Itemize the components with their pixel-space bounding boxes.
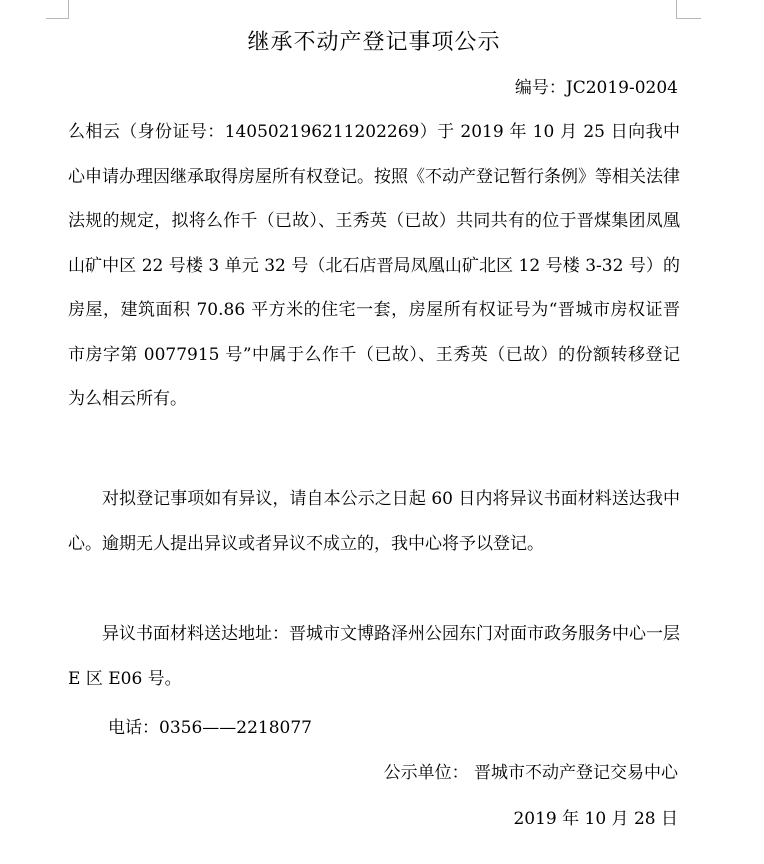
issue-date: 2019 年 10 月 28 日: [513, 809, 678, 829]
main-paragraph: 么相云（身份证号：140502196211202269）于 2019 年 10 月 25 日向我中心申请办理因继承取得房屋所有权登记。按照《不动产登记暂行条例》等相关法律法规的规定，拟将么作千（已故）、王秀英（已故）共同共有的位于晋煤集团凤凰山矿中区 22 号楼 3 单元 32 号（北石店晋局凤凰山矿北区 12 号楼 3-32 号）的房屋，建筑面积 70.86 平方米的住宅一套，房屋所有权证号为“晋城市房权证晋市房字第 0077915 号”中属于么作千（已故）、王秀英（已故）的份额转移登记为么相云所有。: [68, 122, 680, 409]
page-corner-mark-left: [46, 0, 69, 19]
document-number: 编号：JC2019-0204: [514, 78, 678, 98]
address-paragraph: 异议书面材料送达地址：晋城市文博路泽州公园东门对面市政务服务中心一层 E 区 E06 号。: [68, 624, 680, 689]
page-corner-mark-right: [676, 0, 701, 19]
issuer-line: 公示单位： 晋城市不动产登记交易中心: [383, 763, 678, 783]
objection-paragraph: 对拟登记事项如有异议，请自本公示之日起 60 日内将异议书面材料送达我中心。逾期无人提出异议或者异议不成立的，我中心将予以登记。: [68, 489, 680, 554]
document-title: 继承不动产登记事项公示: [247, 30, 501, 55]
phone-line: 电话：0356——2218077: [108, 718, 312, 738]
